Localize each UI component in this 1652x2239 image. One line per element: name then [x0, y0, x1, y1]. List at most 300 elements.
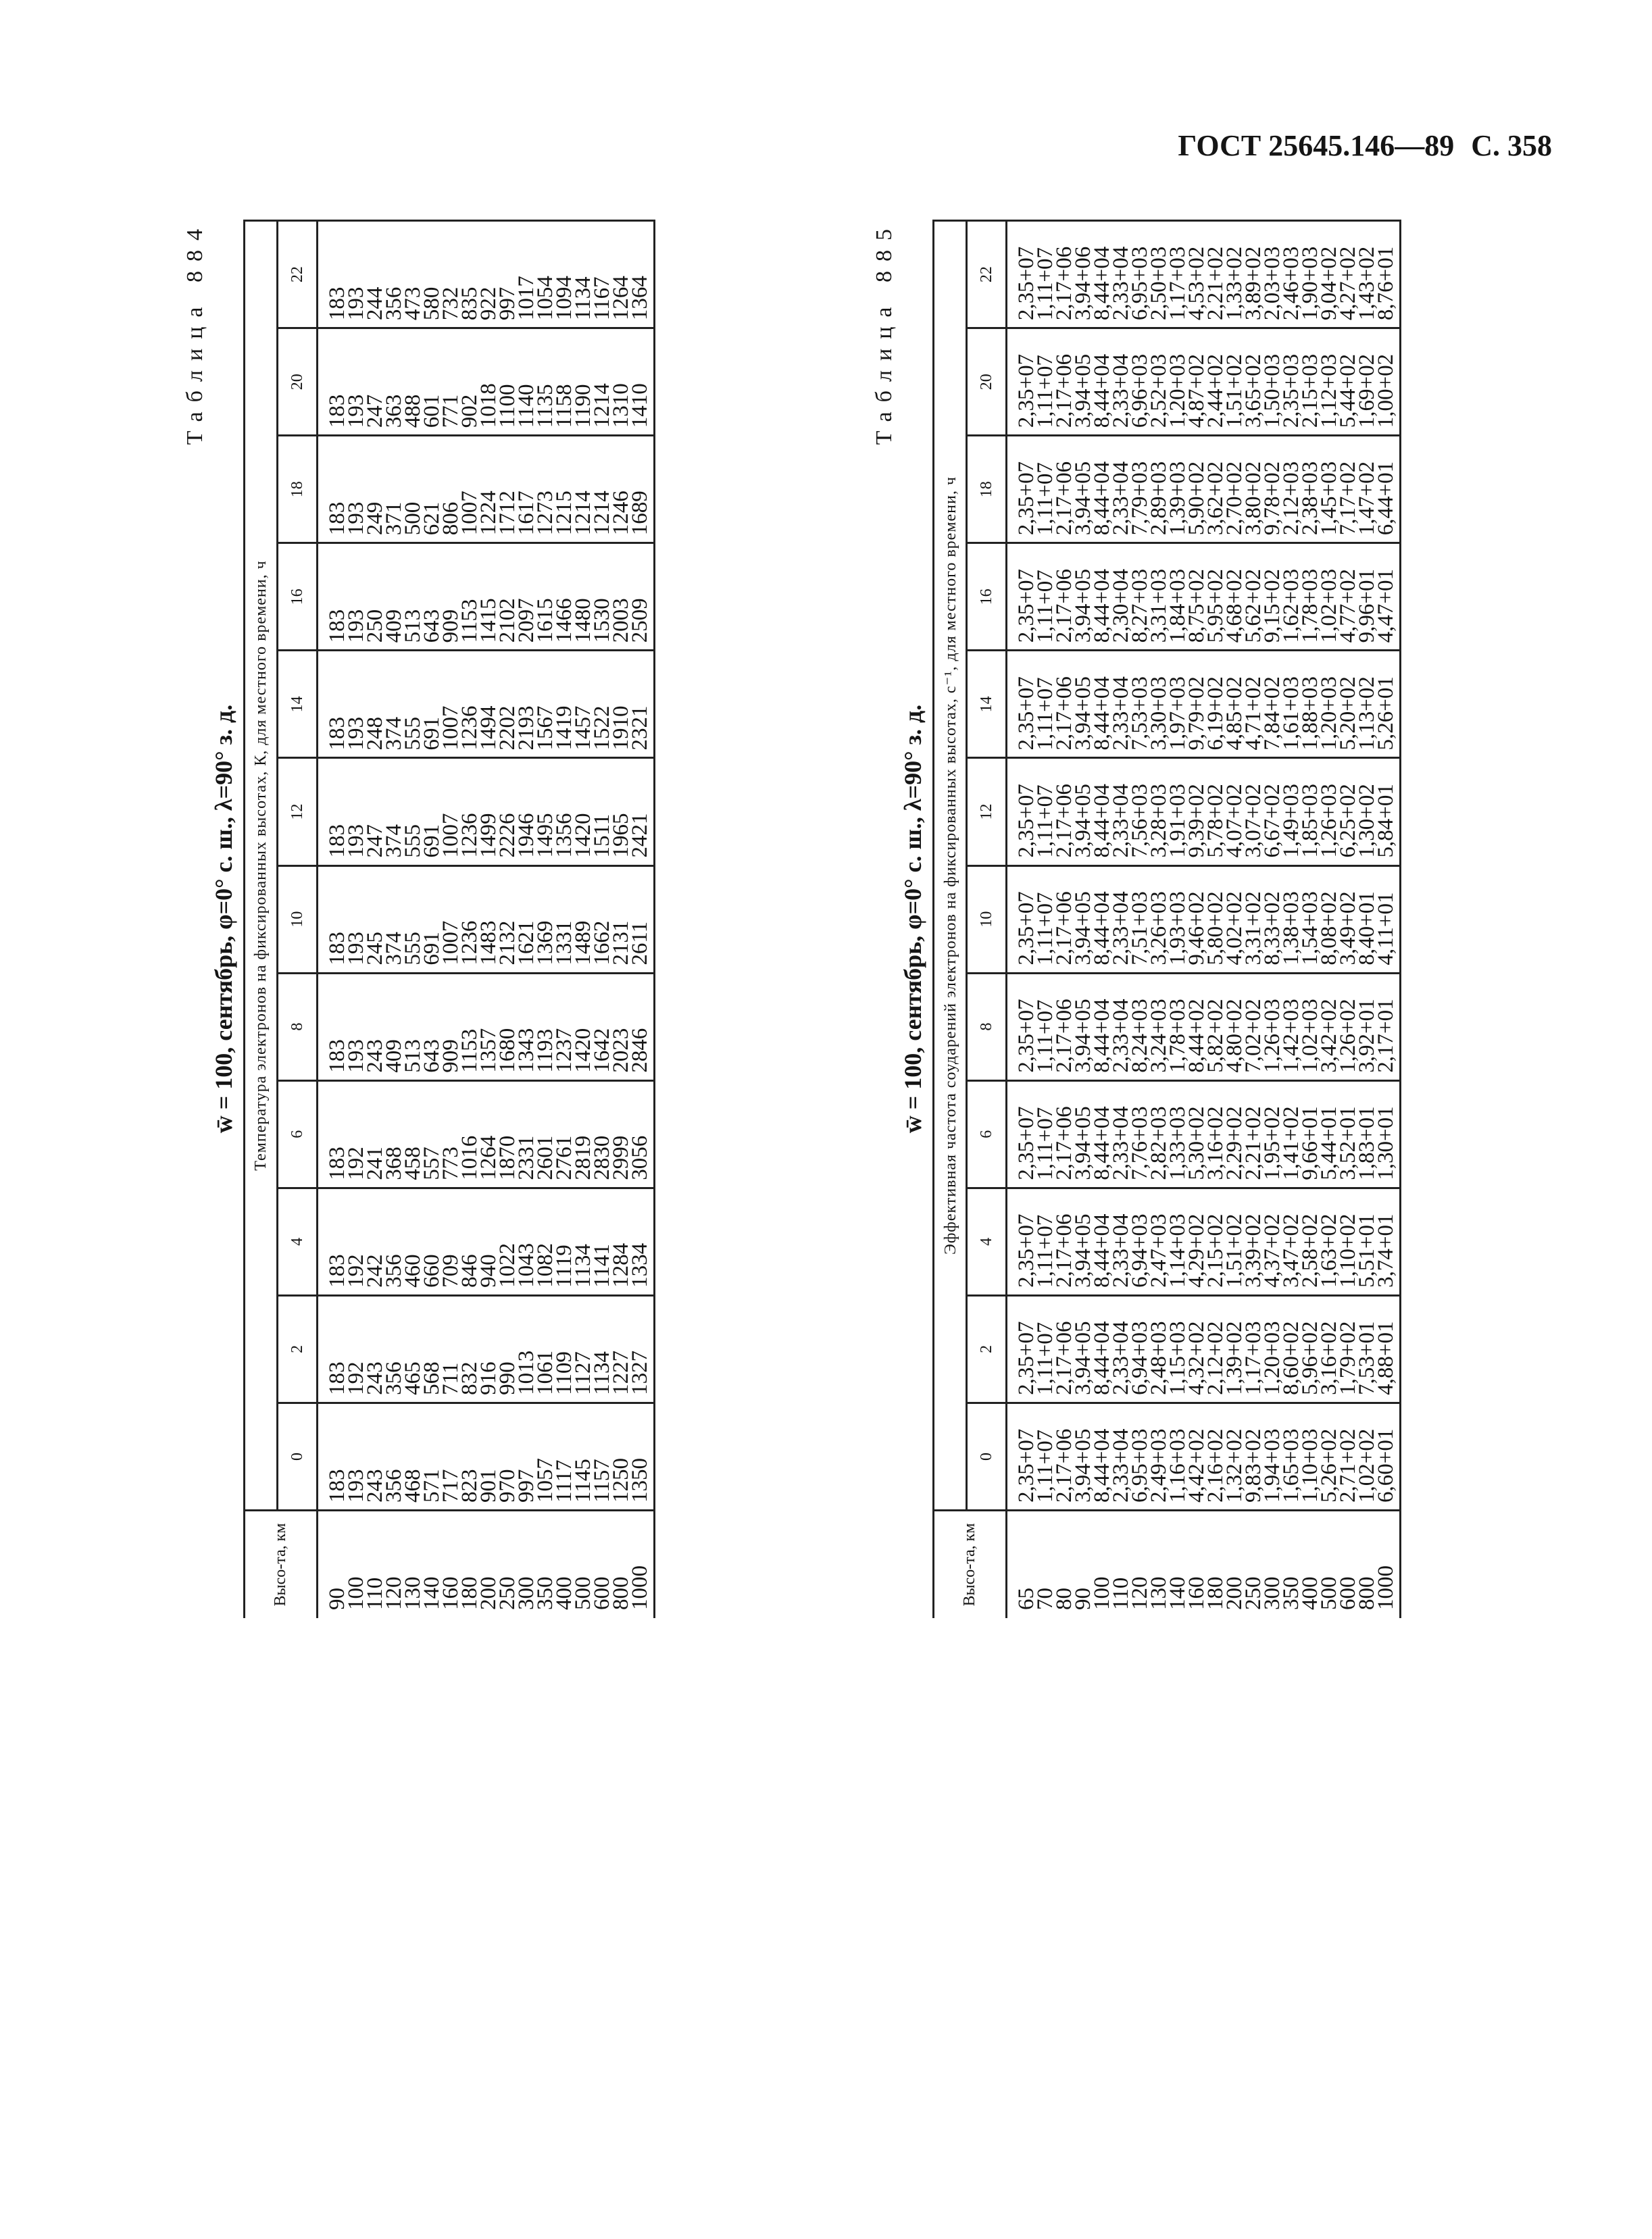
value-cell: 2,35+07 — [1007, 651, 1036, 758]
table-row — [555, 221, 574, 1619]
value-cell: 2,47+03 — [1149, 1188, 1168, 1295]
value-cell: 1140 — [517, 328, 536, 436]
span-caption: Температура электронов на фиксированных высотах, К, для местного времени, ч — [245, 221, 278, 1511]
altitude-cell: 80 — [1055, 1511, 1074, 1619]
value-cell: 1157 — [593, 1403, 611, 1510]
value-cell: 1022 — [498, 1188, 517, 1295]
value-cell: 1167 — [593, 221, 611, 328]
value-cell: 183 — [318, 543, 347, 651]
value-cell: 1,47+02 — [1357, 436, 1376, 543]
value-cell: 2,33+04 — [1111, 1080, 1130, 1188]
value-cell: 5,95+02 — [1206, 543, 1225, 651]
value-cell: 1237 — [555, 973, 574, 1080]
value-cell: 1054 — [536, 221, 555, 328]
value-cell: 1,32+02 — [1225, 1403, 1244, 1510]
value-cell: 2,49+03 — [1149, 1403, 1168, 1510]
value-cell: 3,16+02 — [1206, 1080, 1225, 1188]
value-cell: 2,38+03 — [1301, 436, 1320, 543]
value-cell: 8,44+04 — [1093, 1080, 1111, 1188]
table-row — [1007, 221, 1036, 1619]
altitude-cell: 200 — [1225, 1511, 1244, 1619]
value-cell: 709 — [441, 1188, 460, 1295]
value-cell: 711 — [441, 1295, 460, 1403]
value-cell: 2132 — [498, 865, 517, 973]
value-cell: 374 — [384, 758, 403, 865]
table-row — [574, 221, 593, 1619]
value-cell: 1,14+03 — [1168, 1188, 1187, 1295]
value-cell: 1,00+02 — [1376, 328, 1401, 436]
column-header-hour: 2 — [278, 1295, 318, 1403]
value-cell: 9,96+01 — [1357, 543, 1376, 651]
value-cell: 7,79+03 — [1130, 436, 1149, 543]
value-cell: 1246 — [611, 436, 630, 543]
value-cell: 9,39+02 — [1187, 758, 1206, 865]
value-cell: 2,12+02 — [1206, 1295, 1225, 1403]
altitude-cell: 800 — [1357, 1511, 1376, 1619]
value-cell: 241 — [366, 1080, 384, 1188]
value-cell: 7,56+03 — [1130, 758, 1149, 865]
value-cell: 5,90+02 — [1187, 436, 1206, 543]
value-cell: 1,50+03 — [1263, 328, 1282, 436]
value-cell: 409 — [384, 543, 403, 651]
value-cell: 1,02+03 — [1320, 543, 1338, 651]
value-cell: 6,44+01 — [1376, 436, 1401, 543]
altitude-cell: 180 — [1206, 1511, 1225, 1619]
value-cell: 192 — [347, 1080, 366, 1188]
value-cell: 8,44+04 — [1093, 651, 1111, 758]
value-cell: 2,35+03 — [1282, 328, 1301, 436]
value-cell: 806 — [441, 436, 460, 543]
table-row — [593, 221, 611, 1619]
table-row — [403, 221, 422, 1619]
value-cell: 8,75+02 — [1187, 543, 1206, 651]
value-cell: 488 — [403, 328, 422, 436]
value-cell: 1,49+03 — [1282, 758, 1301, 865]
value-cell: 2,16+02 — [1206, 1403, 1225, 1510]
value-cell: 1,11+07 — [1036, 221, 1055, 328]
value-cell: 7,53+01 — [1357, 1295, 1376, 1403]
value-cell: 1689 — [630, 436, 655, 543]
altitude-cell: 1000 — [1376, 1511, 1401, 1619]
value-cell: 2,17+01 — [1376, 973, 1401, 1080]
value-cell: 2830 — [593, 1080, 611, 1188]
table-row — [611, 221, 630, 1619]
value-cell: 371 — [384, 436, 403, 543]
value-cell: 3,49+02 — [1338, 865, 1357, 973]
value-cell: 250 — [366, 543, 384, 651]
value-cell: 1946 — [517, 758, 536, 865]
value-cell: 7,02+02 — [1244, 973, 1263, 1080]
data-table — [243, 220, 655, 1618]
value-cell: 1621 — [517, 865, 536, 973]
value-cell: 5,30+02 — [1187, 1080, 1206, 1188]
value-cell: 193 — [347, 328, 366, 436]
value-cell: 1910 — [611, 651, 630, 758]
altitude-cell: 90 — [1074, 1511, 1093, 1619]
value-cell: 4,88+01 — [1376, 1295, 1401, 1403]
value-cell: 1,17+03 — [1168, 221, 1187, 328]
value-cell: 1,11+07 — [1036, 328, 1055, 436]
value-cell: 2,46+03 — [1282, 221, 1301, 328]
value-cell: 8,44+04 — [1093, 865, 1111, 973]
value-cell: 2331 — [517, 1080, 536, 1188]
value-cell: 1145 — [574, 1403, 593, 1510]
value-cell: 2,33+04 — [1111, 328, 1130, 436]
value-cell: 2,17+06 — [1055, 436, 1074, 543]
value-cell: 193 — [347, 543, 366, 651]
value-cell: 643 — [422, 543, 441, 651]
value-cell: 248 — [366, 651, 384, 758]
data-table — [932, 220, 1401, 1618]
value-cell: 3,26+03 — [1149, 865, 1168, 973]
altitude-cell: 130 — [403, 1511, 422, 1619]
value-cell: 1511 — [593, 758, 611, 865]
value-cell: 1,90+03 — [1301, 221, 1320, 328]
value-cell: 356 — [384, 1403, 403, 1510]
value-cell: 922 — [479, 221, 498, 328]
value-cell: 1061 — [536, 1295, 555, 1403]
value-cell: 691 — [422, 865, 441, 973]
value-cell: 1214 — [593, 436, 611, 543]
value-cell: 835 — [460, 221, 479, 328]
value-cell: 3,39+02 — [1244, 1188, 1263, 1295]
standard-number: ГОСТ 25645.146—89 — [1178, 129, 1455, 162]
value-cell: 1343 — [517, 973, 536, 1080]
value-cell: 3,94+05 — [1074, 328, 1093, 436]
value-cell: 1662 — [593, 865, 611, 973]
value-cell: 7,17+02 — [1338, 436, 1357, 543]
value-cell: 1153 — [460, 973, 479, 1080]
value-cell: 2193 — [517, 651, 536, 758]
table-row — [347, 221, 366, 1619]
value-cell: 192 — [347, 1295, 366, 1403]
value-cell: 247 — [366, 758, 384, 865]
value-cell: 2,15+03 — [1301, 328, 1320, 436]
value-cell: 2819 — [574, 1080, 593, 1188]
value-cell: 1357 — [479, 973, 498, 1080]
value-cell: 3,52+01 — [1338, 1080, 1357, 1188]
value-cell: 2,89+03 — [1149, 436, 1168, 543]
altitude-cell: 180 — [460, 1511, 479, 1619]
value-cell: 3,80+02 — [1244, 436, 1263, 543]
value-cell: 2601 — [536, 1080, 555, 1188]
value-cell: 643 — [422, 973, 441, 1080]
value-cell: 4,71+02 — [1244, 651, 1263, 758]
value-cell: 7,53+03 — [1130, 651, 1149, 758]
value-cell: 621 — [422, 436, 441, 543]
altitude-cell: 130 — [1149, 1511, 1168, 1619]
value-cell: 1,84+03 — [1168, 543, 1187, 651]
value-cell: 1119 — [555, 1188, 574, 1295]
value-cell: 2321 — [630, 651, 655, 758]
value-cell: 1,10+02 — [1338, 1188, 1357, 1295]
value-cell: 193 — [347, 973, 366, 1080]
value-cell: 1057 — [536, 1403, 555, 1510]
value-cell: 5,96+02 — [1301, 1295, 1320, 1403]
value-cell: 2,35+07 — [1007, 1080, 1036, 1188]
value-cell: 8,33+02 — [1263, 865, 1282, 973]
value-cell: 1264 — [611, 221, 630, 328]
value-cell: 1,20+03 — [1263, 1295, 1282, 1403]
value-cell: 183 — [318, 436, 347, 543]
value-cell: 1,10+03 — [1301, 1403, 1320, 1510]
value-cell: 5,78+02 — [1206, 758, 1225, 865]
value-cell: 1,11+07 — [1036, 758, 1055, 865]
value-cell: 356 — [384, 1188, 403, 1295]
value-cell: 1016 — [460, 1080, 479, 1188]
value-cell: 458 — [403, 1080, 422, 1188]
value-cell: 3,94+05 — [1074, 758, 1093, 865]
table-row — [441, 221, 460, 1619]
value-cell: 249 — [366, 436, 384, 543]
value-cell: 2,33+04 — [1111, 865, 1130, 973]
value-cell: 1,26+03 — [1320, 758, 1338, 865]
value-cell: 2,17+06 — [1055, 543, 1074, 651]
value-cell: 4,42+02 — [1187, 1403, 1206, 1510]
value-cell: 1153 — [460, 543, 479, 651]
value-cell: 3,94+05 — [1074, 651, 1093, 758]
value-cell: 2,15+02 — [1206, 1188, 1225, 1295]
value-cell: 2,17+06 — [1055, 651, 1074, 758]
value-cell: 193 — [347, 1403, 366, 1510]
value-cell: 183 — [318, 865, 347, 973]
value-cell: 3,30+03 — [1149, 651, 1168, 758]
value-cell: 3,47+02 — [1282, 1188, 1301, 1295]
value-cell: 9,46+02 — [1187, 865, 1206, 973]
value-cell: 242 — [366, 1188, 384, 1295]
value-cell: 6,67+02 — [1263, 758, 1282, 865]
value-cell: 1466 — [555, 543, 574, 651]
value-cell: 1364 — [630, 221, 655, 328]
value-cell: 374 — [384, 651, 403, 758]
value-cell: 1420 — [574, 758, 593, 865]
value-cell: 1965 — [611, 758, 630, 865]
value-cell: 183 — [318, 651, 347, 758]
value-cell: 580 — [422, 221, 441, 328]
column-header-hour: 14 — [967, 651, 1007, 758]
value-cell: 2,35+07 — [1007, 328, 1036, 436]
value-cell: 2,35+07 — [1007, 1188, 1036, 1295]
value-cell: 2,48+03 — [1149, 1295, 1168, 1403]
value-cell: 1615 — [536, 543, 555, 651]
value-cell: 1,95+02 — [1263, 1080, 1282, 1188]
value-cell: 3,24+03 — [1149, 973, 1168, 1080]
value-cell: 1013 — [517, 1295, 536, 1403]
value-cell: 1,91+03 — [1168, 758, 1187, 865]
value-cell: 1,94+03 — [1263, 1403, 1282, 1510]
value-cell: 374 — [384, 865, 403, 973]
value-cell: 1334 — [630, 1188, 655, 1295]
value-cell: 183 — [318, 1188, 347, 1295]
table-row — [384, 221, 403, 1619]
value-cell: 691 — [422, 758, 441, 865]
row-header: Высо-та, км — [245, 1511, 318, 1619]
value-cell: 1018 — [479, 328, 498, 436]
altitude-cell: 800 — [611, 1511, 630, 1619]
column-header-hour: 20 — [278, 328, 318, 436]
value-cell: 1,33+02 — [1225, 221, 1244, 328]
value-cell: 1489 — [574, 865, 593, 973]
column-header-hour: 16 — [967, 543, 1007, 651]
value-cell: 1134 — [593, 1295, 611, 1403]
value-cell: 465 — [403, 1295, 422, 1403]
value-cell: 3,94+05 — [1074, 1188, 1093, 1295]
value-cell: 732 — [441, 221, 460, 328]
value-cell: 1,51+02 — [1225, 1188, 1244, 1295]
value-cell: 3,94+05 — [1074, 1403, 1093, 1510]
value-cell: 1190 — [574, 328, 593, 436]
value-cell: 1,62+03 — [1282, 543, 1301, 651]
value-cell: 6,60+01 — [1376, 1403, 1401, 1510]
value-cell: 500 — [403, 436, 422, 543]
column-header-hour: 8 — [278, 973, 318, 1080]
value-cell: 2,21+02 — [1206, 221, 1225, 328]
value-cell: 846 — [460, 1188, 479, 1295]
value-cell: 5,62+02 — [1244, 543, 1263, 651]
value-cell: 2,50+03 — [1149, 221, 1168, 328]
value-cell: 1,12+03 — [1320, 328, 1338, 436]
value-cell: 1,26+02 — [1338, 973, 1357, 1080]
value-cell: 557 — [422, 1080, 441, 1188]
value-cell: 8,27+03 — [1130, 543, 1149, 651]
value-cell: 8,44+04 — [1093, 973, 1111, 1080]
table-row — [366, 221, 384, 1619]
value-cell: 2,35+07 — [1007, 436, 1036, 543]
column-header-hour: 20 — [967, 328, 1007, 436]
value-cell: 1,78+03 — [1168, 973, 1187, 1080]
column-header-hour: 4 — [967, 1188, 1007, 1295]
value-cell: 997 — [517, 1403, 536, 1510]
value-cell: 6,94+03 — [1130, 1188, 1149, 1295]
value-cell: 183 — [318, 973, 347, 1080]
value-cell: 183 — [318, 221, 347, 328]
value-cell: 2,33+04 — [1111, 1295, 1130, 1403]
altitude-cell: 350 — [1282, 1511, 1301, 1619]
value-cell: 2,35+07 — [1007, 1403, 1036, 1510]
value-cell: 2,35+07 — [1007, 543, 1036, 651]
value-cell: 1117 — [555, 1403, 574, 1510]
value-cell: 2102 — [498, 543, 517, 651]
value-cell: 8,44+04 — [1093, 1295, 1111, 1403]
value-cell: 1134 — [574, 221, 593, 328]
value-cell: 1215 — [555, 436, 574, 543]
page-header — [1168, 128, 1552, 163]
value-cell: 3056 — [630, 1080, 655, 1188]
value-cell: 1,11+07 — [1036, 1188, 1055, 1295]
value-cell: 1,38+03 — [1282, 865, 1301, 973]
value-cell: 1,20+03 — [1320, 651, 1338, 758]
altitude-cell: 250 — [1244, 1511, 1263, 1619]
value-cell: 2,33+04 — [1111, 1188, 1130, 1295]
value-cell: 1,33+03 — [1168, 1080, 1187, 1188]
table-row — [498, 221, 517, 1619]
altitude-cell: 120 — [1130, 1511, 1149, 1619]
value-cell: 1158 — [555, 328, 574, 436]
column-header-hour: 10 — [967, 865, 1007, 973]
value-cell: 1,88+03 — [1301, 651, 1320, 758]
value-cell: 2023 — [611, 973, 630, 1080]
value-cell: 1680 — [498, 973, 517, 1080]
value-cell: 2,17+06 — [1055, 758, 1074, 865]
value-cell: 5,82+02 — [1206, 973, 1225, 1080]
altitude-cell: 100 — [347, 1511, 366, 1619]
value-cell: 571 — [422, 1403, 441, 1510]
altitude-cell: 110 — [366, 1511, 384, 1619]
value-cell: 2509 — [630, 543, 655, 651]
value-cell: 356 — [384, 221, 403, 328]
column-header-hour: 4 — [278, 1188, 318, 1295]
value-cell: 4,29+02 — [1187, 1188, 1206, 1295]
altitude-cell: 250 — [498, 1511, 517, 1619]
value-cell: 1,11+07 — [1036, 543, 1055, 651]
column-header-hour: 22 — [967, 221, 1007, 328]
altitude-cell: 140 — [422, 1511, 441, 1619]
column-header-hour: 18 — [278, 436, 318, 543]
value-cell: 1369 — [536, 865, 555, 973]
value-cell: 3,94+06 — [1074, 221, 1093, 328]
value-cell: 1250 — [611, 1403, 630, 1510]
value-cell: 1,51+02 — [1225, 328, 1244, 436]
value-cell: 1109 — [555, 1295, 574, 1403]
value-cell: 1420 — [574, 973, 593, 1080]
value-cell: 7,84+02 — [1263, 651, 1282, 758]
value-cell: 1284 — [611, 1188, 630, 1295]
span-caption: Эффективная частота соударений электронов на фиксированных высотах, с⁻¹, для местного времени, ч — [934, 221, 967, 1511]
value-cell: 1,41+02 — [1282, 1080, 1301, 1188]
value-cell: 9,83+02 — [1244, 1403, 1263, 1510]
page-number: С. 358 — [1471, 129, 1552, 162]
altitude-cell: 400 — [1301, 1511, 1320, 1619]
column-header-hour: 16 — [278, 543, 318, 651]
value-cell: 183 — [318, 328, 347, 436]
value-cell: 368 — [384, 1080, 403, 1188]
value-cell: 3,65+02 — [1244, 328, 1263, 436]
value-cell: 1483 — [479, 865, 498, 973]
value-cell: 1127 — [574, 1295, 593, 1403]
value-cell: 1135 — [536, 328, 555, 436]
value-cell: 1236 — [460, 651, 479, 758]
value-cell: 2,35+07 — [1007, 1295, 1036, 1403]
value-cell: 1530 — [593, 543, 611, 651]
altitude-cell: 65 — [1007, 1511, 1036, 1619]
value-cell: 8,08+02 — [1320, 865, 1338, 973]
column-header-hour: 14 — [278, 651, 318, 758]
value-cell: 243 — [366, 1295, 384, 1403]
value-cell: 1,42+03 — [1282, 973, 1301, 1080]
value-cell: 2097 — [517, 543, 536, 651]
value-cell: 6,96+03 — [1130, 328, 1149, 436]
value-cell: 8,44+04 — [1093, 1188, 1111, 1295]
value-cell: 4,87+02 — [1187, 328, 1206, 436]
value-cell: 1617 — [517, 436, 536, 543]
value-cell: 9,04+02 — [1320, 221, 1338, 328]
column-header-hour: 12 — [967, 758, 1007, 865]
value-cell: 6,95+03 — [1130, 1403, 1149, 1510]
value-cell: 1,39+03 — [1168, 436, 1187, 543]
value-cell: 3,31+03 — [1149, 543, 1168, 651]
value-cell: 4,27+02 — [1338, 221, 1357, 328]
value-cell: 2226 — [498, 758, 517, 865]
value-cell: 2421 — [630, 758, 655, 865]
table-row — [422, 221, 441, 1619]
value-cell: 1,11+07 — [1036, 1403, 1055, 1510]
value-cell: 2,17+06 — [1055, 328, 1074, 436]
table-subtitle: w̄ = 100, сентябрь, φ=0° с. ш., λ=90° з. д. — [210, 704, 237, 1134]
altitude-cell: 120 — [384, 1511, 403, 1619]
value-cell: 1,30+02 — [1357, 758, 1376, 865]
altitude-cell: 200 — [479, 1511, 498, 1619]
value-cell: 1,65+03 — [1282, 1403, 1301, 1510]
